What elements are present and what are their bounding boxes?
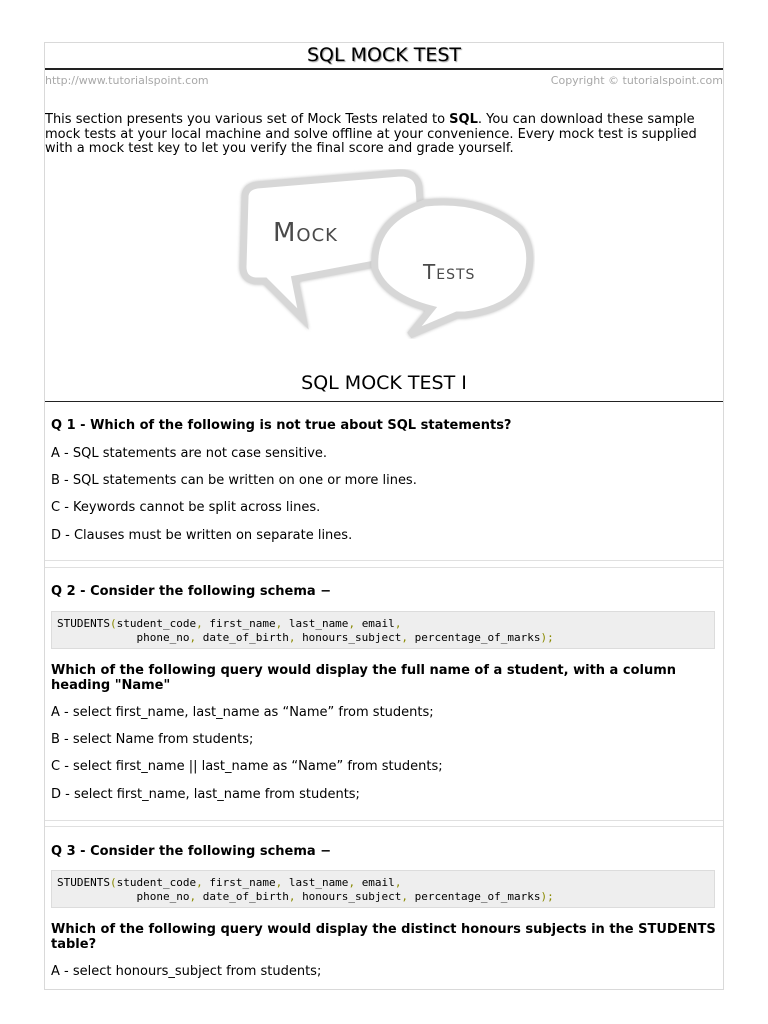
question-3-text: Which of the following query would display the distinct honours subjects in the STUDENTS table? (51, 922, 716, 952)
code-col: phone_no (136, 889, 190, 903)
question-1-option-b[interactable]: B - SQL statements can be written on one or more lines. (51, 473, 417, 488)
question-2-text: Which of the following query would display the full name of a student, with a column heading "Name" (51, 663, 677, 693)
site-url[interactable]: http://www.tutorialspoint.com (45, 74, 209, 87)
question-2-schema-code: STUDENTS(student_code, first_name, last_name, email, phone_no, date_of_birth, honours_subject, percentage_of_marks); (51, 611, 715, 649)
question-2 (45, 567, 723, 821)
question-1-option-c[interactable]: C - Keywords cannot be split across lines. (51, 500, 321, 515)
code-col: last_name (288, 617, 349, 630)
intro-text-before: This section presents you various set of Mock Tests related to (45, 112, 450, 127)
copyright-text: Copyright © tutorialspoint.com (550, 74, 723, 87)
document-page (44, 42, 724, 990)
question-3-option-a[interactable]: A - select honours_subject from students; (51, 964, 322, 979)
code-col: honours_subject (302, 889, 402, 903)
code-col: date_of_birth (202, 889, 289, 903)
code-col: first_name (209, 876, 276, 889)
question-2-option-c[interactable]: C - select first_name || last_name as “Name” from students; (51, 759, 443, 774)
code-col: honours_subject (302, 630, 402, 644)
intro-paragraph (45, 113, 723, 157)
code-col: percentage_of_marks (414, 889, 541, 903)
code-col: email (361, 876, 395, 889)
intro-text-after: . You can download these sample mock tests at your local machine and solve offline at your convenience. Every mock test is supplied with a mock test key to let you verify the final score and grade yourself. (45, 112, 697, 157)
question-2-option-b[interactable]: B - select Name from students; (51, 732, 254, 747)
intro-bold-sql: SQL (449, 112, 478, 127)
code-col: first_name (209, 617, 276, 630)
code-col: student_code (116, 876, 197, 889)
code-col: email (361, 617, 395, 630)
question-1-option-a[interactable]: A - SQL statements are not case sensitive. (51, 446, 328, 461)
mock-tests-logo (235, 169, 535, 339)
page-title: SQL MOCK TEST (45, 43, 723, 70)
question-1 (45, 405, 723, 561)
question-3-title: Q 3 - Consider the following schema − (51, 844, 332, 859)
logo-word-mock: Mock (273, 218, 338, 248)
logo-word-tests: Tests (423, 260, 476, 284)
code-col: date_of_birth (202, 630, 289, 644)
question-2-title: Q 2 - Consider the following schema − (51, 584, 332, 599)
question-3 (45, 826, 723, 990)
test-subtitle: SQL MOCK TEST I (45, 371, 723, 402)
code-table-name: STUDENTS (57, 876, 110, 889)
question-1-option-d[interactable]: D - Clauses must be written on separate lines. (51, 528, 353, 543)
code-col: student_code (116, 617, 197, 630)
question-1-title: Q 1 - Which of the following is not true about SQL statements? (51, 418, 512, 433)
question-2-option-a[interactable]: A - select first_name, last_name as “Name” from students; (51, 705, 434, 720)
code-col: phone_no (136, 630, 190, 644)
code-col: last_name (288, 876, 349, 889)
code-table-name: STUDENTS (57, 617, 110, 630)
code-col: percentage_of_marks (414, 630, 541, 644)
question-3-schema-code: STUDENTS(student_code, first_name, last_name, email, phone_no, date_of_birth, honours_subject, percentage_of_marks); (51, 870, 715, 908)
question-2-option-d[interactable]: D - select first_name, last_name from students; (51, 787, 360, 802)
